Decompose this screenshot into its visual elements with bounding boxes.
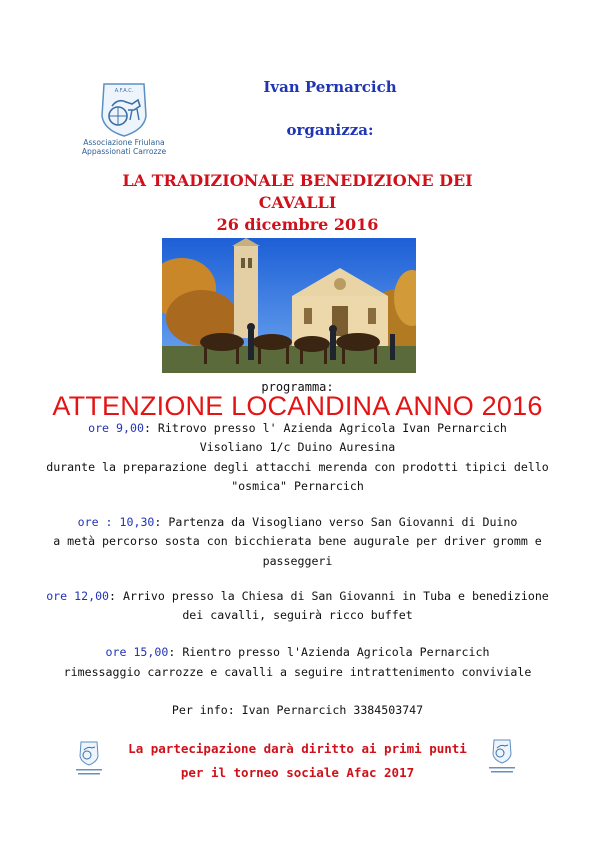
schedule-3-heading bbox=[40, 589, 555, 603]
schedule-2-heading bbox=[40, 515, 555, 529]
footer-line-2: per il torneo sociale Afac 2017 bbox=[180, 765, 415, 780]
title-line-1: LA TRADIZIONALE BENEDIZIONE DEI bbox=[122, 171, 473, 190]
attention-banner: ATTENZIONE LOCANDINA ANNO 2016 bbox=[52, 391, 543, 421]
afac-logo-small-left bbox=[74, 740, 104, 778]
contact-info: Per info: Ivan Pernarcich 3384503747 bbox=[171, 703, 424, 717]
logo-abbr: A.F.A.C. bbox=[114, 88, 134, 94]
schedule-3-line-1: dei cavalli, seguirà ricco buffet bbox=[182, 608, 413, 622]
schedule-4-time: ore 15,00 bbox=[105, 645, 169, 659]
event-title bbox=[95, 170, 500, 236]
schedule-1-heading bbox=[40, 421, 555, 435]
event-date: 26 dicembre 2016 bbox=[216, 215, 379, 234]
church-with-horses-photo bbox=[162, 238, 416, 373]
footer-line-1: La partecipazione darà diritto ai primi punti bbox=[128, 741, 467, 756]
schedule-2-time: ore : 10,30 bbox=[77, 515, 155, 529]
schedule-1-time: ore 9,00 bbox=[88, 421, 144, 435]
schedule-1-line-3: "osmica" Pernarcich bbox=[231, 479, 364, 493]
schedule-1-line-2: durante la preparazione degli attacchi merenda con prodotti tipici dello bbox=[46, 460, 549, 474]
organizza-label: organizza: bbox=[286, 121, 374, 139]
programma-label: programma: bbox=[261, 380, 334, 394]
title-line-2: CAVALLI bbox=[258, 193, 337, 212]
schedule-1-text: : Ritrovo presso l' Azienda Agricola Ivan Pernarcich bbox=[143, 421, 507, 435]
organizer-name: Ivan Pernarcich bbox=[263, 78, 397, 96]
schedule-3-time: ore 12,00 bbox=[46, 589, 110, 603]
afac-logo-small-right bbox=[487, 738, 517, 776]
schedule-2-text: : Partenza da Visogliano verso San Giovanni di Duino bbox=[154, 515, 518, 529]
schedule-4-text: : Rientro presso l'Azienda Agricola Pernarcich bbox=[168, 645, 490, 659]
schedule-4-heading bbox=[40, 645, 555, 659]
schedule-1-line-1: Visoliano 1/c Duino Auresina bbox=[199, 440, 396, 454]
schedule-3-text: : Arrivo presso la Chiesa di San Giovanni in Tuba e benedizione bbox=[109, 589, 549, 603]
logo-line2: Appassionati Carrozze bbox=[82, 147, 166, 156]
schedule-2-line-1: a metà percorso sosta con bicchierata bene augurale per driver gromm e bbox=[53, 534, 542, 548]
logo-line1: Associazione Friulana bbox=[83, 138, 165, 147]
afac-logo bbox=[82, 76, 166, 156]
schedule-4-line-1: rimessaggio carrozze e cavalli a seguire intrattenimento conviviale bbox=[63, 665, 532, 679]
schedule-2-line-2: passeggeri bbox=[262, 554, 333, 568]
